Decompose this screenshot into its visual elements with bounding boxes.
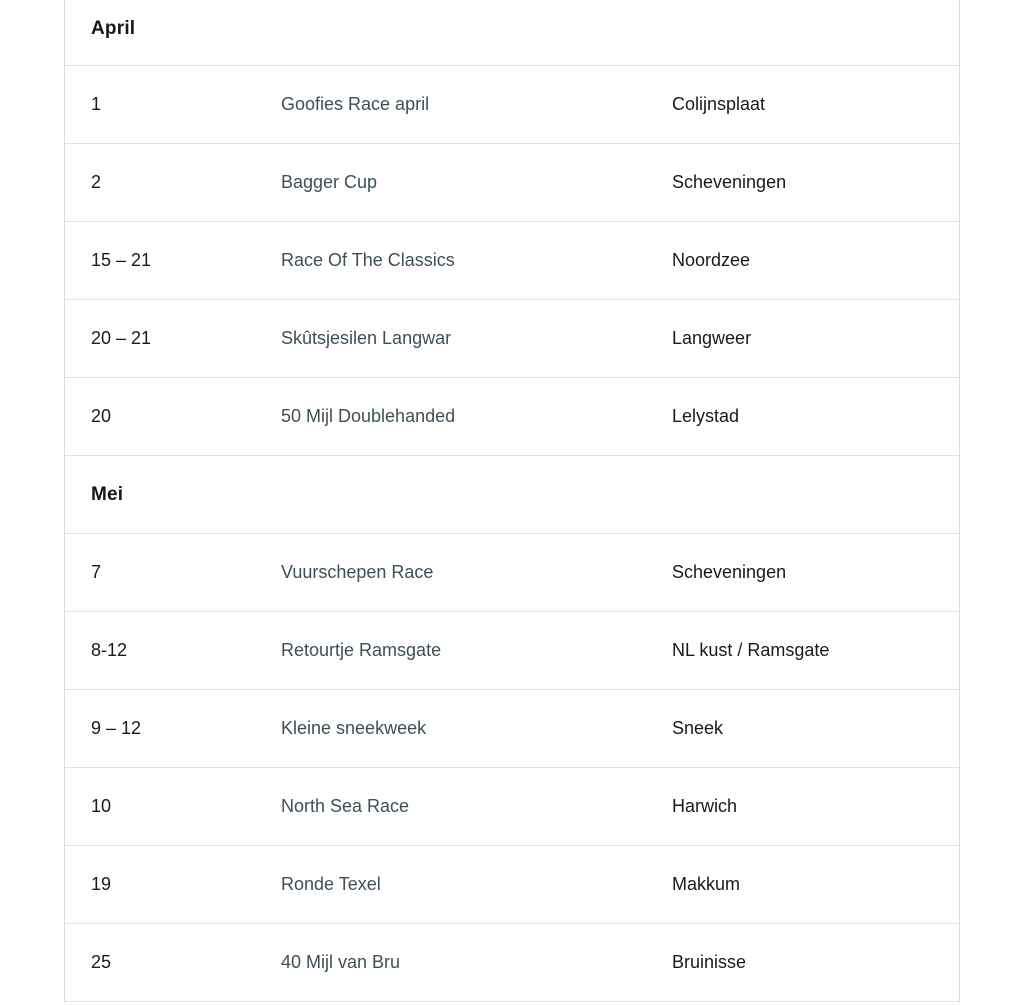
event-date: 8-12 bbox=[91, 640, 128, 660]
event-name-cell bbox=[281, 406, 672, 427]
month-label: April bbox=[91, 17, 136, 39]
event-date: 1 bbox=[91, 94, 102, 114]
event-location: Colijnsplaat bbox=[672, 94, 766, 114]
event-link[interactable]: Race Of The Classics bbox=[281, 250, 455, 270]
event-date: 20 bbox=[91, 406, 112, 426]
event-link[interactable]: Vuurschepen Race bbox=[281, 562, 434, 582]
event-name-cell bbox=[281, 796, 672, 817]
event-row bbox=[65, 924, 959, 1002]
event-row bbox=[65, 378, 959, 456]
event-location: Bruinisse bbox=[672, 952, 747, 972]
event-row bbox=[65, 300, 959, 378]
event-location: Lelystad bbox=[672, 406, 740, 426]
event-name-cell bbox=[281, 172, 672, 193]
event-row bbox=[65, 846, 959, 924]
events-table bbox=[64, 0, 960, 1002]
event-row bbox=[65, 222, 959, 300]
event-name-cell bbox=[281, 640, 672, 661]
month-header-row bbox=[65, 456, 959, 534]
event-location: Noordzee bbox=[672, 250, 751, 270]
event-location: Harwich bbox=[672, 796, 738, 816]
event-link[interactable]: Retourtje Ramsgate bbox=[281, 640, 442, 660]
event-location: Makkum bbox=[672, 874, 741, 894]
event-link[interactable]: Kleine sneekweek bbox=[281, 718, 427, 738]
event-date: 20 – 21 bbox=[91, 328, 152, 348]
month-label: Mei bbox=[91, 483, 124, 505]
event-name-cell bbox=[281, 94, 672, 115]
event-name-cell bbox=[281, 250, 672, 271]
event-name-cell bbox=[281, 952, 672, 973]
event-link[interactable]: Bagger Cup bbox=[281, 172, 378, 192]
event-row bbox=[65, 66, 959, 144]
event-link[interactable]: Goofies Race april bbox=[281, 94, 430, 114]
event-link[interactable]: 40 Mijl van Bru bbox=[281, 952, 401, 972]
event-row bbox=[65, 144, 959, 222]
event-link[interactable]: Skûtsjesilen Langwar bbox=[281, 328, 452, 348]
month-header-row bbox=[65, 0, 959, 66]
event-location: Scheveningen bbox=[672, 172, 787, 192]
event-row bbox=[65, 612, 959, 690]
event-row bbox=[65, 768, 959, 846]
event-link[interactable]: 50 Mijl Doublehanded bbox=[281, 406, 456, 426]
event-date: 10 bbox=[91, 796, 112, 816]
event-date: 9 – 12 bbox=[91, 718, 142, 738]
event-date: 19 bbox=[91, 874, 112, 894]
event-date: 2 bbox=[91, 172, 102, 192]
event-name-cell bbox=[281, 718, 672, 739]
event-name-cell bbox=[281, 874, 672, 895]
event-location: Scheveningen bbox=[672, 562, 787, 582]
event-link[interactable]: Ronde Texel bbox=[281, 874, 381, 894]
event-date: 7 bbox=[91, 562, 102, 582]
event-row bbox=[65, 690, 959, 768]
event-location: NL kust / Ramsgate bbox=[672, 640, 830, 660]
event-name-cell bbox=[281, 562, 672, 583]
event-location: Sneek bbox=[672, 718, 724, 738]
event-name-cell bbox=[281, 328, 672, 349]
event-date: 15 – 21 bbox=[91, 250, 152, 270]
event-date: 25 bbox=[91, 952, 112, 972]
event-location: Langweer bbox=[672, 328, 752, 348]
event-row bbox=[65, 534, 959, 612]
event-link[interactable]: North Sea Race bbox=[281, 796, 410, 816]
